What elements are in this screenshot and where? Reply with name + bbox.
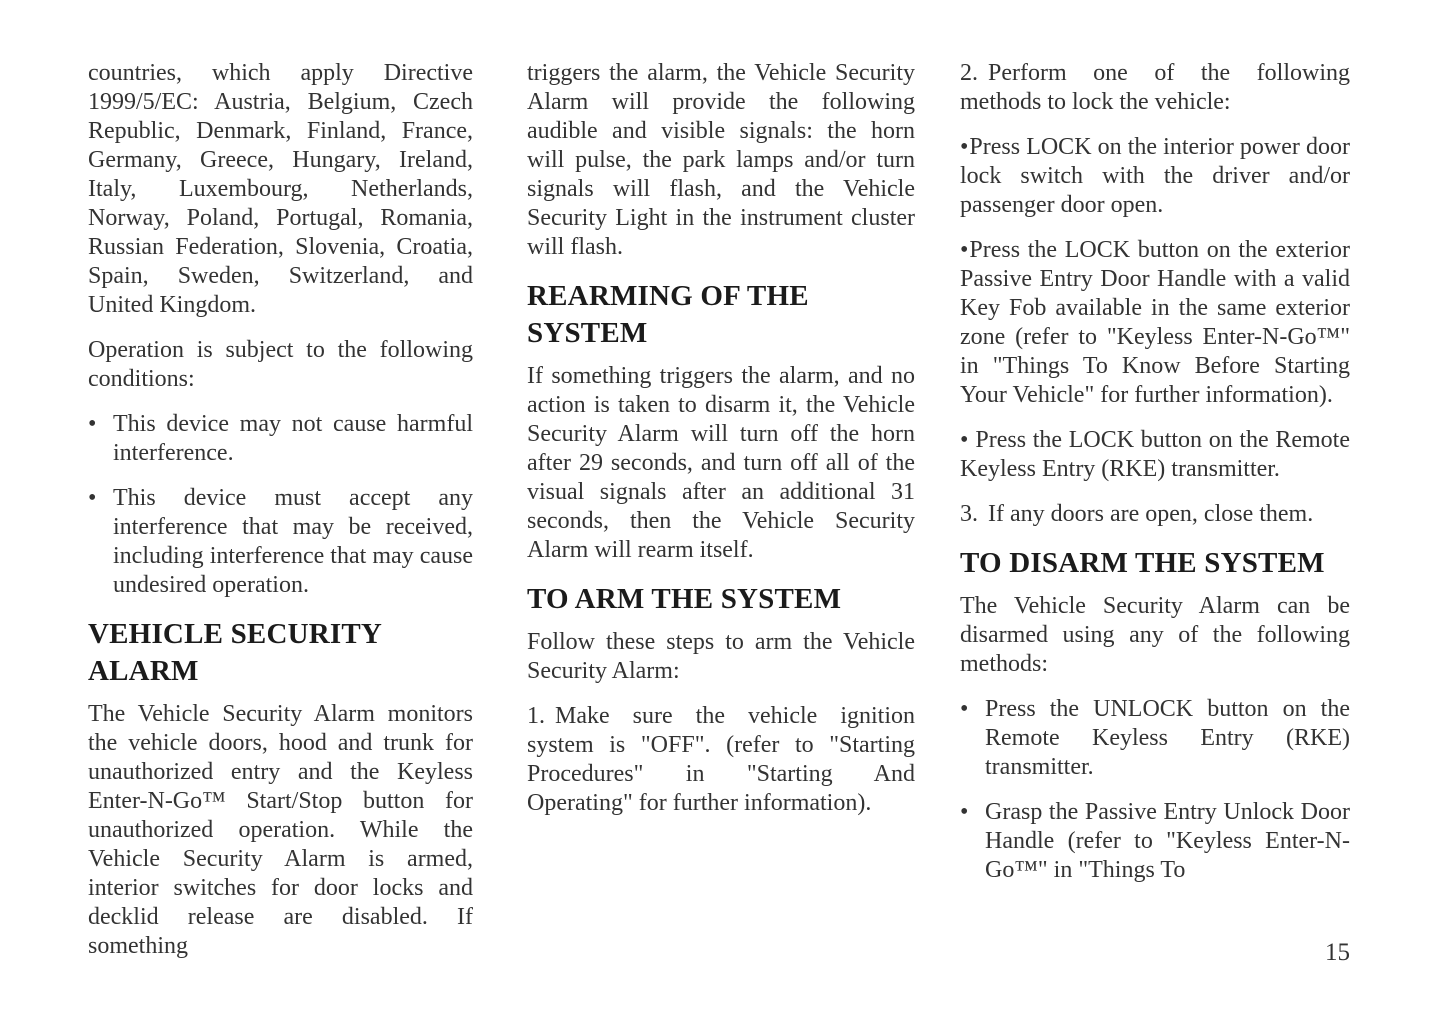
- bullet-marker: •: [960, 237, 969, 263]
- bullet-text: Press the LOCK button on the Remote Keyless Entry (RKE) transmitter.: [960, 427, 1350, 482]
- step-number: 2.: [960, 60, 978, 86]
- column-right: [960, 59, 1350, 901]
- step-number: 3.: [960, 501, 978, 527]
- bullet-grasp-passive-entry-handle: [960, 798, 1350, 885]
- bullet-press-unlock-rke: [960, 695, 1350, 782]
- heading-rearming-of-the-system: REARMING OF THE SYSTEM: [527, 280, 809, 349]
- heading-vehicle-security-alarm: VEHICLE SECURITY ALARM: [88, 618, 382, 687]
- step-1-ignition-off: [527, 702, 915, 818]
- step-text: Perform one of the following methods to lock the vehicle:: [960, 60, 1350, 115]
- para-alarm-signals: triggers the alarm, the Vehicle Security Alarm will provide the following audible and visible signals: the horn will pulse, the park lamps and/or turn signals will flash, and the Vehicle Security Light in the instrument cluster will flash.: [527, 60, 915, 260]
- step-2-lock-vehicle: [960, 59, 1350, 117]
- step-3-close-doors: [960, 500, 1350, 529]
- column-middle: [527, 59, 915, 834]
- step-text: If any doors are open, close them.: [988, 501, 1314, 527]
- bullet-text: Press LOCK on the interior power door lock switch with the driver and/or passenger door open.: [960, 134, 1350, 218]
- para-disarm-methods-intro: The Vehicle Security Alarm can be disarmed using any of the following methods:: [960, 593, 1350, 677]
- bullet-press-lock-rke: [960, 426, 1350, 484]
- heading-to-disarm-the-system: TO DISARM THE SYSTEM: [960, 547, 1325, 579]
- bullet-press-lock-exterior-handle: [960, 236, 1350, 410]
- bullet-text: This device may not cause harmful interference.: [113, 411, 473, 466]
- step-number: 1.: [527, 703, 545, 729]
- bullet-text: This device must accept any interference that may be received, including interference that may cause undesired operation.: [113, 485, 473, 598]
- bullet-marker: •: [88, 485, 97, 511]
- bullet-accept-interference: [88, 484, 473, 600]
- bullet-text: Press the LOCK button on the exterior Passive Entry Door Handle with a valid Key Fob available in the same exterior zone (refer to "Keyless Enter-N-Go™" in "Things To Know Before Starting Your Vehicle" for further information).: [960, 237, 1350, 408]
- step-text: Make sure the vehicle ignition system is "OFF". (refer to "Starting Procedures" in "Starting And Operating" for further information).: [527, 703, 915, 816]
- para-alarm-monitors: The Vehicle Security Alarm monitors the vehicle doors, hood and trunk for unauthorized entry and the Keyless Enter-N-Go™ Start/Stop button for unauthorized operation. While the Vehicle Security Alarm is armed, interior switches for door locks and decklid release are disabled. If something: [88, 701, 473, 959]
- bullet-press-lock-interior: [960, 133, 1350, 220]
- para-rearm-timing: If something triggers the alarm, and no action is taken to disarm it, the Vehicle Security Alarm will turn off the horn after 29 seconds, and turn off all of the visual signals after an additional 31 seconds, then the Vehicle Security Alarm will rearm itself.: [527, 363, 915, 563]
- bullet-marker: •: [88, 411, 97, 437]
- bullet-marker: •: [960, 427, 969, 453]
- para-eu-countries: countries, which apply Directive 1999/5/EC: Austria, Belgium, Czech Republic, Denmark, Finland, France, Germany, Greece, Hungary, Ireland, Italy, Luxembourg, Netherlands, Norway, Poland, Portugal, Romania, Russian Federation, Slovenia, Croatia, Spain, Sweden, Switzerland, and United Kingdom.: [88, 60, 473, 318]
- para-arm-steps-intro: Follow these steps to arm the Vehicle Security Alarm:: [527, 629, 915, 684]
- bullet-text: Press the UNLOCK button on the Remote Keyless Entry (RKE) transmitter.: [985, 696, 1350, 780]
- bullet-marker: •: [960, 134, 969, 160]
- bullet-text: Grasp the Passive Entry Unlock Door Handle (refer to "Keyless Enter-N-Go™" in "Things To: [985, 799, 1350, 883]
- para-operation-conditions: Operation is subject to the following conditions:: [88, 337, 473, 392]
- column-left: [88, 59, 473, 977]
- bullet-marker: •: [960, 799, 969, 825]
- bullet-marker: •: [960, 696, 969, 722]
- heading-to-arm-the-system: TO ARM THE SYSTEM: [527, 583, 842, 615]
- page-number: 15: [1325, 939, 1350, 966]
- bullet-no-harmful-interference: [88, 410, 473, 468]
